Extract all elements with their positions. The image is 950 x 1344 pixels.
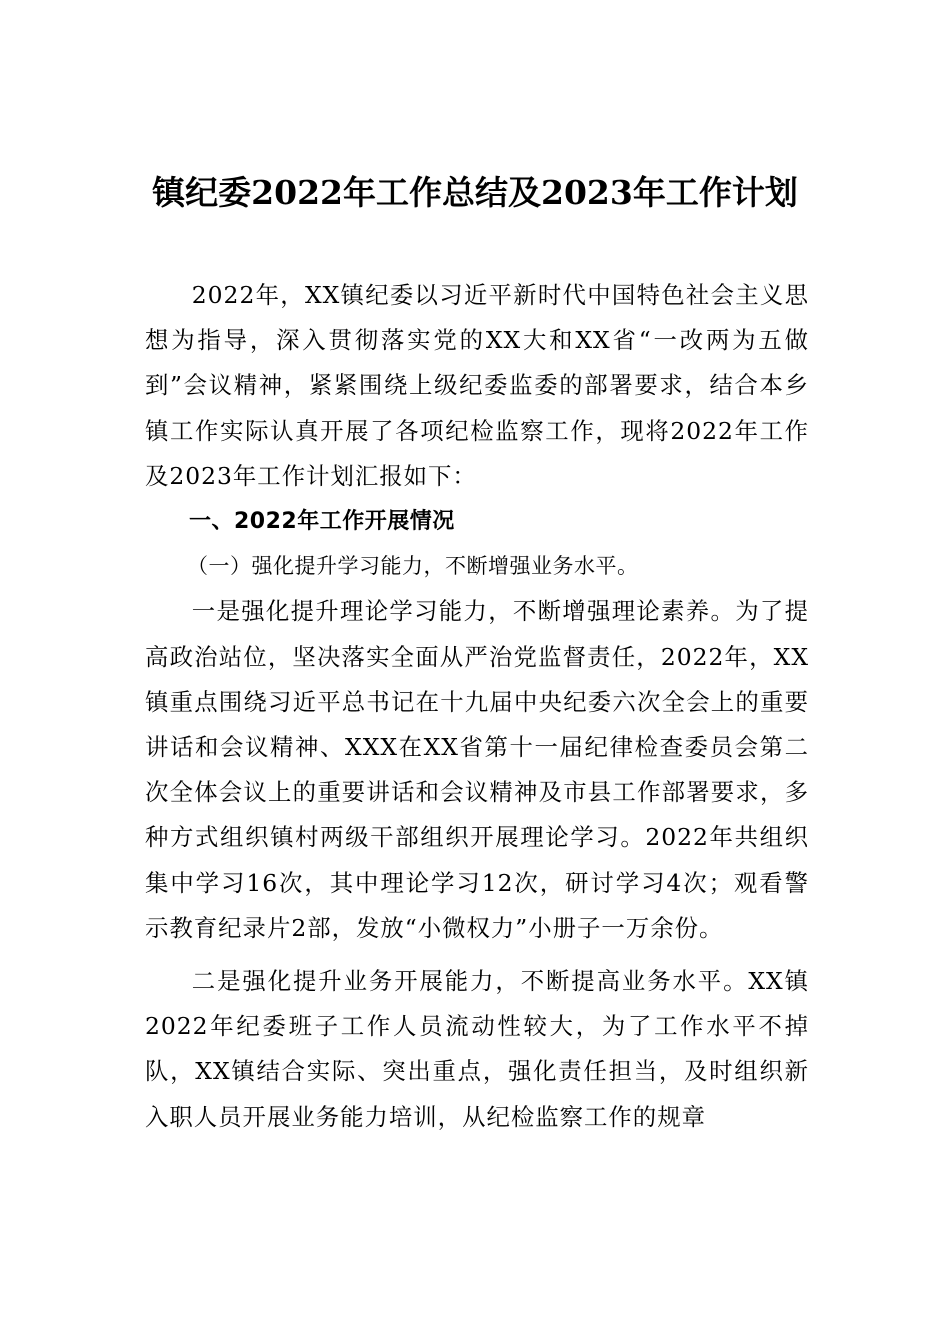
intro-paragraph: 2022年，XX镇纪委以习近平新时代中国特色社会主义思想为指导，深入贯彻落实党的XX大和XX省“一改两为五做到”会议精神，紧紧围绕上级纪委监委的部署要求，结合本乡镇工作实际认真开展了各项纪检监察工作，现将2022年工作及2023年工作计划汇报如下： [145, 281, 809, 490]
document-body [145, 273, 809, 1140]
subsection-heading: （一）强化提升学习能力，不断增强业务水平。 [187, 554, 639, 579]
section-heading: 一、2022年工作开展情况 [189, 509, 455, 535]
document-title: 镇纪委2022年工作总结及2023年工作计划 [152, 173, 798, 212]
body-paragraph-2: 二是强化提升业务开展能力，不断提高业务水平。XX镇2022年纪委班子工作人员流动性较大，为了工作水平不掉队，XX镇结合实际、突出重点，强化责任担当，及时组织新入职人员开展业务能力培训，从纪检监察工作的规章 [145, 967, 809, 1131]
body-paragraph-1: 一是强化提升理论学习能力，不断增强理论素养。为了提高政治站位，坚决落实全面从严治党监督责任，2022年，XX镇重点围绕习近平总书记在十九届中央纪委六次全会上的重要讲话和会议精神、XXX在XX省第十一届纪律检查委员会第二次全体会议上的重要讲话和会议精神及市县工作部署要求，多种方式组织镇村两级干部组织开展理论学习。2022年共组织集中学习16次，其中理论学习12次，研讨学习4次；观看警示教育纪录片2部，发放“小微权力”小册子一万余份。 [145, 597, 809, 942]
